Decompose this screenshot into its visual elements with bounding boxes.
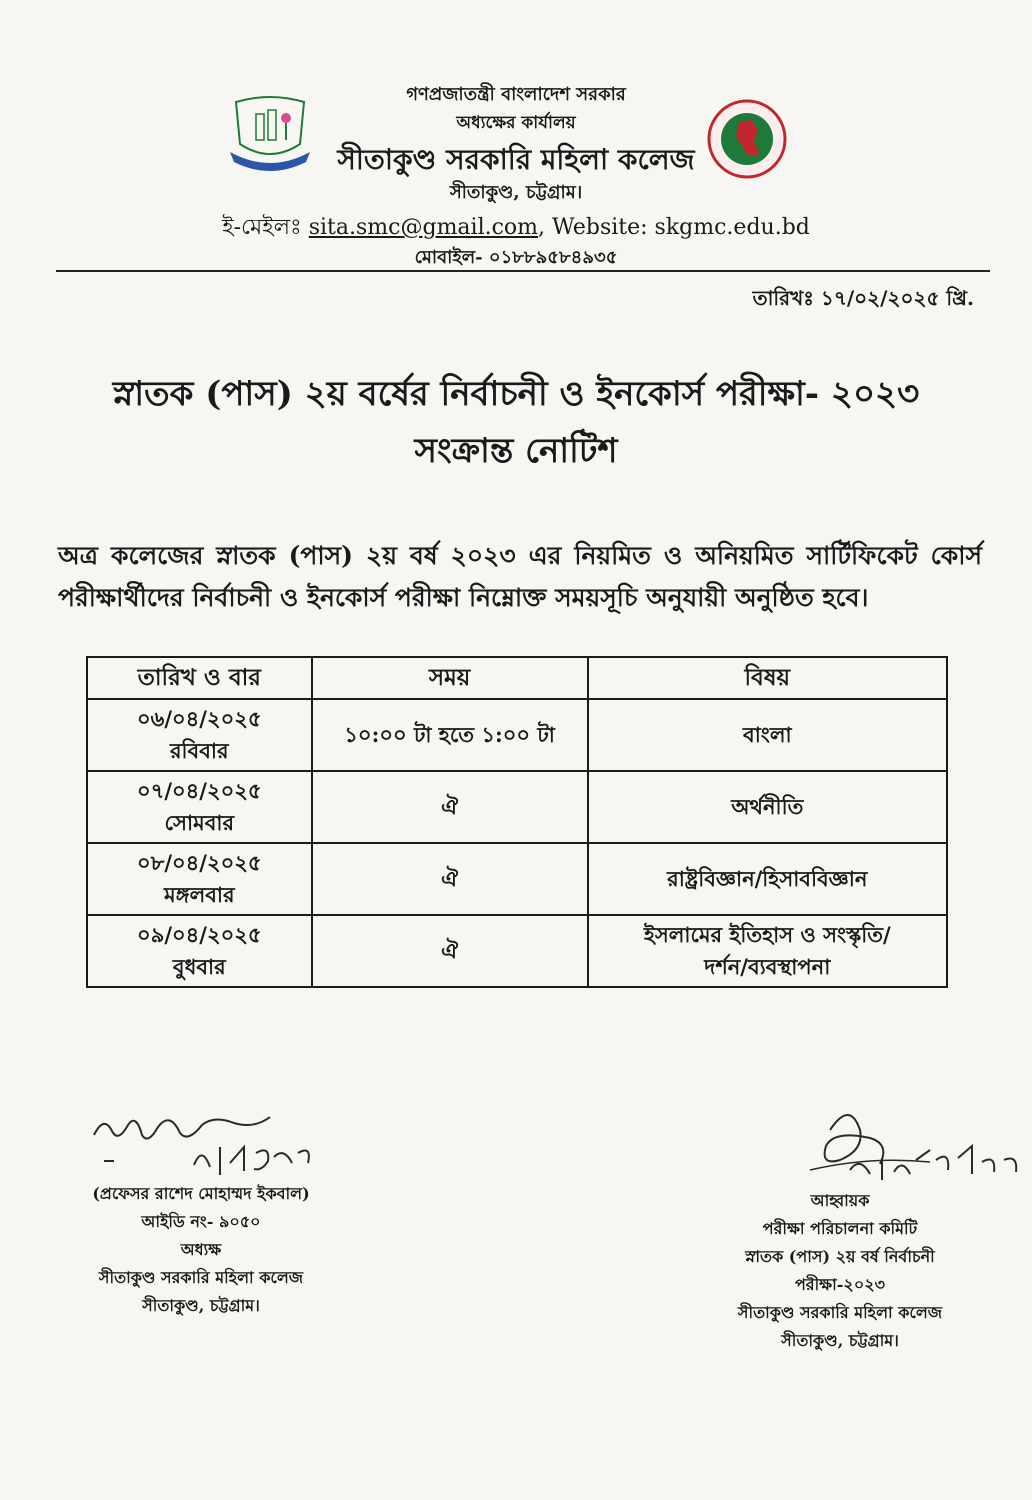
schedule-table	[86, 656, 948, 988]
table-row	[87, 915, 947, 987]
website-link[interactable]: skgmc.edu.bd	[654, 215, 810, 240]
notice-title: স্নাতক (পাস) ২য় বর্ষের নির্বাচনী ও ইনকোর্স পরীক্ষা- ২০২৩	[112, 374, 920, 414]
email-link[interactable]: sita.smc@gmail.com	[308, 215, 539, 240]
exam-date: ০৯/০৪/২০২৫	[137, 922, 262, 947]
cell-time: ঐ	[312, 843, 588, 915]
exam-day: বুধবার	[172, 954, 226, 979]
email-label: ই-মেইলঃ	[222, 215, 302, 240]
convener-signature	[790, 1100, 1030, 1190]
cell-subject: অর্থনীতি	[588, 771, 947, 843]
notice-date: তারিখঃ ১৭/০২/২০২৫ খ্রি.	[752, 286, 974, 310]
cell-subject	[588, 915, 947, 987]
header-subject: বিষয়	[588, 657, 947, 699]
exam-date: ০৮/০৪/২০২৫	[137, 850, 262, 875]
convener-college: সীতাকুণ্ড সরকারি মহিলা কলেজ	[737, 1303, 943, 1322]
principal-location: সীতাকুণ্ড, চট্টগ্রাম।	[142, 1296, 260, 1315]
subject-line-2: দর্শন/ব্যবস্থাপনা	[704, 954, 831, 979]
exam-date: ০৬/০৪/২০২৫	[137, 706, 262, 731]
college-name: সীতাকুণ্ড সরকারি মহিলা কলেজ	[337, 143, 695, 176]
principal-designation: অধ্যক্ষ	[180, 1240, 222, 1259]
cell-time: ঐ	[312, 915, 588, 987]
convener-committee: পরীক্ষা পরিচালনা কমিটি	[762, 1219, 918, 1238]
cell-date-day	[87, 915, 312, 987]
table-header-row	[87, 657, 947, 699]
exam-day: মঙ্গলবার	[164, 882, 235, 907]
cell-time: ঐ	[312, 771, 588, 843]
mobile-number: মোবাইল- ০১৮৮৯৫৮৪৯৩৫	[414, 247, 618, 268]
table-row	[87, 771, 947, 843]
college-location: সীতাকুণ্ড, চট্টগ্রাম।	[449, 182, 583, 203]
principal-college: সীতাকুণ্ড সরকারি মহিলা কলেজ	[98, 1268, 304, 1287]
contact-line	[0, 210, 1032, 247]
subject-line-1: ইসলামের ইতিহাস ও সংস্কৃতি/	[643, 922, 891, 947]
convener-block	[690, 1187, 990, 1355]
header-time: সময়	[312, 657, 588, 699]
body-line-1: অত্র কলেজের স্নাতক (পাস) ২য় বর্ষ ২০২৩ এর নিয়মিত ও অনিয়মিত সার্টিফিকেট কোর্স	[58, 541, 982, 570]
convener-role: আহ্বায়ক	[810, 1191, 870, 1210]
exam-day: রবিবার	[170, 738, 229, 763]
principal-block	[56, 1180, 346, 1320]
table-row	[87, 699, 947, 771]
government-name: গণপ্রজাতন্ত্রী বাংলাদেশ সরকার	[406, 84, 626, 105]
body-line-2: পরীক্ষার্থীদের নির্বাচনী ও ইনকোর্স পরীক্ষা নিম্নোক্ত সময়সূচি অনুযায়ী অনুষ্ঠিত হবে।	[58, 583, 869, 612]
website-label: , Website:	[538, 215, 655, 240]
cell-date-day	[87, 699, 312, 771]
principal-signature	[84, 1105, 324, 1185]
header-divider	[56, 270, 990, 272]
header-date-day: তারিখ ও বার	[87, 657, 312, 699]
table-row	[87, 843, 947, 915]
cell-subject: রাষ্ট্রবিজ্ঞান/হিসাববিজ্ঞান	[588, 843, 947, 915]
principal-name: (প্রফেসর রাশেদ মোহাম্মদ ইকবাল)	[92, 1184, 310, 1203]
cell-date-day	[87, 771, 312, 843]
cell-date-day	[87, 843, 312, 915]
cell-subject: বাংলা	[588, 699, 947, 771]
cell-time: ১০:০০ টা হতে ১:০০ টা	[312, 699, 588, 771]
exam-day: সোমবার	[164, 810, 235, 835]
convener-program: স্নাতক (পাস) ২য় বর্ষ নির্বাচনী	[745, 1247, 935, 1266]
office-name: অধ্যক্ষের কার্যালয়	[456, 113, 576, 133]
convener-exam: পরীক্ষা-২০২৩	[794, 1275, 886, 1294]
exam-date: ০৭/০৪/২০২৫	[137, 778, 262, 803]
convener-location: সীতাকুণ্ড, চট্টগ্রাম।	[781, 1331, 899, 1350]
principal-id: আইডি নং- ৯০৫০	[141, 1212, 261, 1231]
notice-subtitle: সংক্রান্ত নোটিশ	[414, 431, 618, 471]
